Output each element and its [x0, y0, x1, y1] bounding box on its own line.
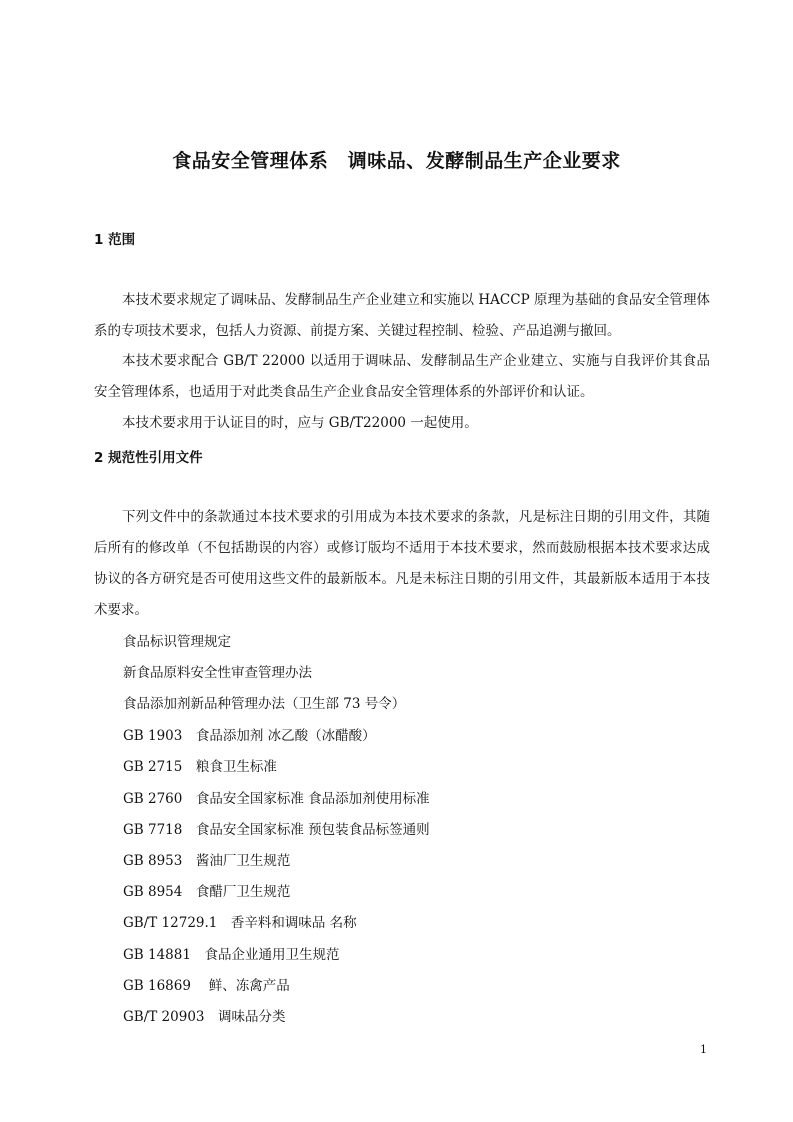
section-heading-normative-references: 2 规范性引用文件 — [94, 450, 203, 466]
reference-item: GB 2760 食品安全国家标准 食品添加剂使用标准 — [123, 791, 430, 807]
section-heading-scope: 1 范围 — [94, 232, 136, 248]
scope-paragraph-2: 本技术要求配合 GB/T 22000 以适用于调味品、发酵制品生产企业建立、实施与自我评价其食品安全管理体系，也适用于对此类食品生产企业食品安全管理体系的外部评价和认证。 — [94, 353, 710, 400]
reference-item: GB 2715 粮食卫生标准 — [123, 759, 277, 775]
reference-item: GB 7718 食品安全国家标准 预包装食品标签通则 — [123, 822, 430, 838]
reference-item: GB 8953 酱油厂卫生规范 — [123, 853, 291, 869]
reference-item: GB 14881 食品企业通用卫生规范 — [123, 947, 340, 963]
reference-item: 食品添加剂新品种管理办法（卫生部 73 号令） — [123, 696, 406, 712]
page-number: 1 — [700, 1043, 707, 1056]
scope-paragraph-1: 本技术要求规定了调味品、发酵制品生产企业建立和实施以 HACCP 原理为基础的食品安全管理体系的专项技术要求，包括人力资源、前提方案、关键过程控制、检验、产品追溯与撤回。 — [94, 292, 710, 339]
reference-item: 新食品原料安全性审查管理办法 — [123, 665, 312, 681]
reference-item: GB/T 20903 调味品分类 — [123, 1009, 286, 1025]
references-intro-paragraph: 下列文件中的条款通过本技术要求的引用成为本技术要求的条款，凡是标注日期的引用文件，其随后所有的修改单（不包括勘误的内容）或修订版均不适用于本技术要求，然而鼓励根据本技术要求达成协议的各方研究是否可使用这些文件的最新版本。凡是未标注日期的引用文件，其最新版本适用于本技术要求。 — [94, 509, 710, 618]
reference-item: GB/T 12729.1 香辛料和调味品 名称 — [123, 915, 357, 931]
reference-item: GB 1903 食品添加剂 冰乙酸（冰醋酸） — [123, 728, 376, 744]
document-title: 食品安全管理体系 调味品、发酵制品生产企业要求 — [172, 150, 621, 172]
scope-paragraph-3: 本技术要求用于认证目的时，应与 GB/T22000 一起使用。 — [122, 415, 478, 431]
reference-item: GB 16869 鲜、冻禽产品 — [123, 978, 290, 994]
reference-item: 食品标识管理规定 — [123, 634, 231, 650]
reference-item: GB 8954 食醋厂卫生规范 — [123, 884, 291, 900]
